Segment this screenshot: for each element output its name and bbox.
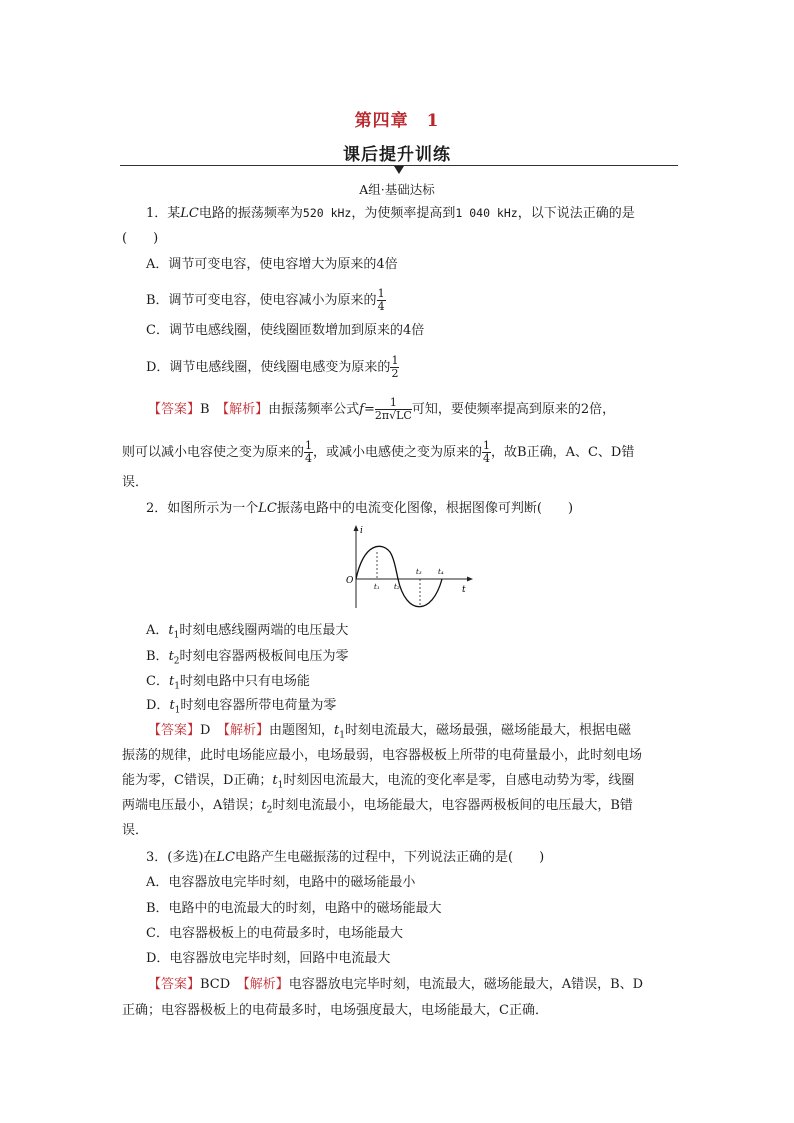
- q2-answer: D: [200, 723, 211, 738]
- current-graph: [336, 522, 476, 614]
- page-title: 课后提升训练: [343, 145, 451, 165]
- q3-answer: BCD: [200, 977, 231, 992]
- q2-option-a: A．$t_1$时刻电感线圈两端的电压最大: [146, 623, 349, 641]
- q1-analysis-line2: 则可以减小电容使之变为原来的 $\frac{1}{4}$ ，或减小电感使之变为原来的 $\frac{1}{4}$ ，故B正确，A、C、D错: [122, 439, 635, 465]
- graph-label-t: t: [462, 585, 466, 595]
- q1-stem: 1．某LC电路的振荡频率为520 kHz，为使频率提高到1 040 kHz，以下说法正确的是: [146, 206, 635, 221]
- graph-y-arrow: [354, 525, 359, 531]
- q3-option-a: A．电容器放电完毕时刻，电路中的磁场能最小: [146, 875, 416, 890]
- graph-label-i: i: [360, 526, 363, 536]
- q1-paren: ( ): [122, 231, 159, 246]
- graph-label-t3: t₃: [416, 568, 422, 576]
- q3-option-b: B．电路中的电流最大的时刻，电路中的磁场能最大: [146, 901, 442, 916]
- triangle-marker-icon: [394, 166, 404, 174]
- q2-option-d: D．$t_1$时刻电容器所带电荷量为零: [146, 698, 337, 716]
- q3-option-d: D．电容器放电完毕时刻，回路中电流最大: [146, 951, 391, 966]
- q3-stem: 3．(多选)在LC电路产生电磁振荡的过程中，下列说法正确的是( ): [146, 850, 545, 865]
- q1-option-d: D．调节电感线圈，使线圈电感变为原来的 $\frac{1}{2}$: [146, 354, 399, 380]
- q1-answer: B: [200, 402, 210, 417]
- q1-analysis-line1: 【答案】B 【解析】由振荡频率公式f= $\frac{1}{2\pi√LC}$ 可知，要使频率提高到原来的2倍，: [148, 396, 616, 422]
- group-heading: A组·基础达标: [359, 182, 435, 197]
- q2-stem: 2．如图所示为一个LC振荡电路中的电流变化图像，根据图像可判断( ): [146, 501, 574, 516]
- q1-option-c: C．调节电感线圈，使线圈匝数增加到原来的4倍: [146, 323, 425, 338]
- graph-label-t4: t₄: [438, 568, 444, 576]
- q1-option-a: A．调节可变电容，使电容增大为原来的4倍: [146, 257, 398, 272]
- graph-label-t2: t₂: [394, 583, 400, 591]
- graph-label-origin: O: [346, 576, 354, 586]
- q3-analysis-line2: 正确；电容器极板上的电荷最多时，电场强度最大，电场能最大，C正确．: [122, 1003, 548, 1018]
- q2-analysis-line4: 两端电压最小，A错误；$t_2$时刻电流最小，电场能最大，电容器两极板间的电压最大，B错: [122, 798, 633, 816]
- q2-analysis-line1: 【答案】D 【解析】由题图知，$t_1$时刻电流最大，磁场最强，磁场能最大，根据电磁: [148, 723, 631, 741]
- q1-analysis-line3: 误．: [122, 475, 149, 490]
- graph-label-t1: t₁: [374, 583, 380, 591]
- q2-analysis-line2: 振荡的规律，此时电场能应最小，电场最弱，电容器极板上所带的电荷量最小，此时刻电场: [122, 748, 643, 763]
- q3-analysis-line1: 【答案】BCD 【解析】电容器放电完毕时刻，电流最大，磁场能最大，A错误，B、D: [148, 977, 644, 992]
- graph-curve: [356, 546, 442, 606]
- q2-analysis-line3: 能为零，C错误，D正确；$t_1$时刻因电流最大，电流的变化率是零，自感电动势为零，线圈: [122, 773, 635, 791]
- graph-x-arrow: [467, 577, 473, 582]
- q2-option-c: C．$t_1$时刻电路中只有电场能: [146, 674, 310, 692]
- q2-analysis-line5: 误．: [122, 823, 149, 838]
- q3-option-c: C．电容器极板上的电荷最多时，电场能最大: [146, 926, 403, 941]
- q1-option-b: B．调节可变电容，使电容减小为原来的 $\frac{1}{4}$: [146, 287, 385, 313]
- chapter-heading: 第四章 1: [354, 111, 440, 131]
- q2-option-b: B．$t_2$时刻电容器两极板间电压为零: [146, 649, 349, 667]
